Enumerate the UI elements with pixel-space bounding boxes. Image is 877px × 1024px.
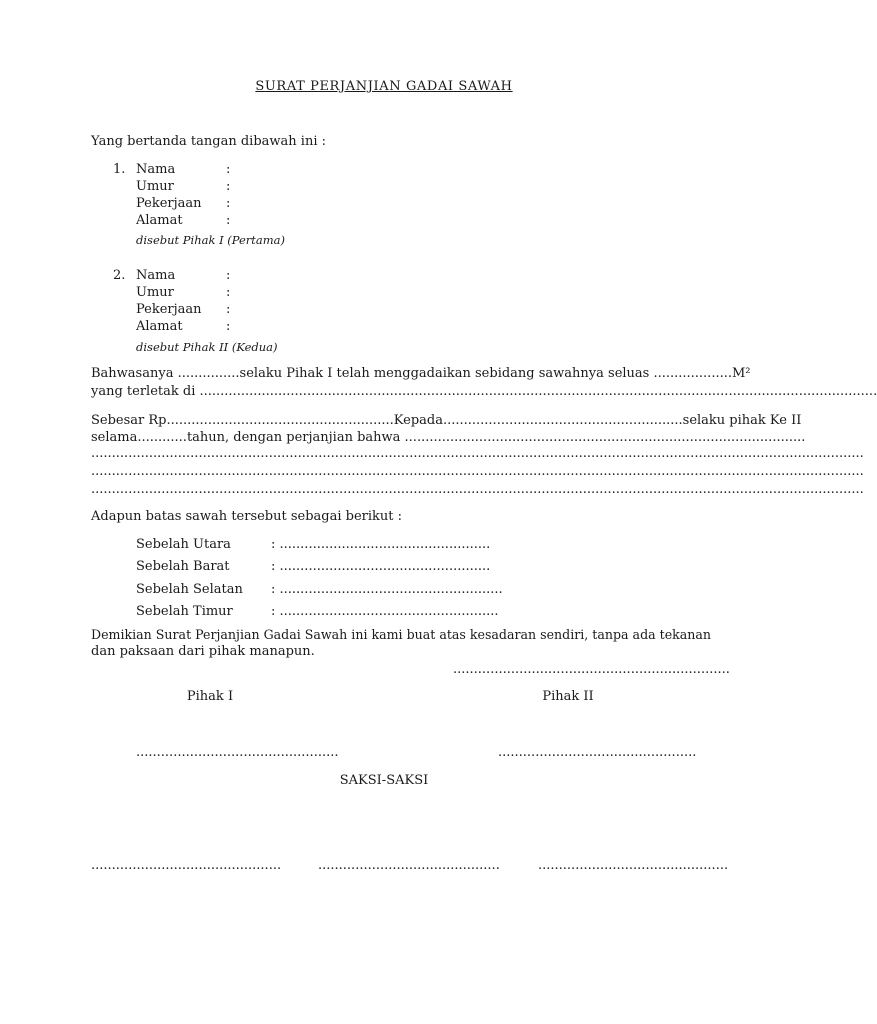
- paragraph-2-dots-3: ...........................................................................................................................................................................................: [91, 482, 864, 497]
- party-2-colon: :: [226, 285, 231, 300]
- pihak-1-label: Pihak I: [186, 689, 234, 704]
- party-1-colon: :: [226, 179, 231, 194]
- paragraph-1-line-1: Bahwasanya ...............selaku Pihak I telah menggadaikan sebidang sawahnya seluas ...................M²: [91, 366, 751, 381]
- party-2-field-age: Umur: [136, 285, 174, 300]
- document-title: SURAT PERJANJIAN GADAI SAWAH: [255, 79, 513, 94]
- party-1-number: 1.: [113, 162, 126, 177]
- border-label-north: Sebelah Utara: [136, 537, 231, 552]
- border-label-east: Sebelah Timur: [136, 604, 233, 619]
- pihak-2-label: Pihak II: [542, 689, 594, 704]
- intro-text: Yang bertanda tangan dibawah ini :: [91, 134, 326, 149]
- party-2-colon: :: [226, 268, 231, 283]
- party-2-number: 2.: [113, 268, 126, 283]
- border-label-west: Sebelah Barat: [136, 559, 230, 574]
- borders-intro: Adapun batas sawah tersebut sebagai berikut :: [91, 509, 403, 524]
- party-1-colon: :: [226, 213, 231, 228]
- party-1-field-job: Pekerjaan: [136, 196, 202, 211]
- closing-line-2: dan paksaan dari pihak manapun.: [91, 644, 315, 659]
- party-2-colon: :: [226, 302, 231, 317]
- paragraph-2-dots-1: ...........................................................................................................................................................................................: [91, 446, 864, 461]
- party-1-field-age: Umur: [136, 179, 174, 194]
- border-label-south: Sebelah Selatan: [136, 582, 243, 597]
- date-place-line: ...................................................................: [453, 662, 730, 677]
- party-1-note: disebut Pihak I (Pertama): [136, 233, 286, 247]
- paragraph-2-line-1: Sebesar Rp.......................................................Kepada..........................................................selaku pihak Ke II: [91, 413, 802, 428]
- paragraph-2-dots-2: ...........................................................................................................................................................................................: [91, 464, 864, 479]
- party-2-field-job: Pekerjaan: [136, 302, 202, 317]
- closing-line-1: Demikian Surat Perjanjian Gadai Sawah ini kami buat atas kesadaran sendiri, tanpa ada tekanan: [91, 627, 712, 642]
- witness-1-signature-line: ..............................................: [91, 858, 282, 873]
- party-2-colon: :: [226, 319, 231, 334]
- paragraph-2-line-2: selama............tahun, dengan perjanjian bahwa .................................................................................................: [91, 430, 806, 445]
- party-1-field-address: Alamat: [136, 213, 183, 228]
- witnesses-title: SAKSI-SAKSI: [339, 773, 429, 788]
- party-2-field-address: Alamat: [136, 319, 183, 334]
- pihak-2-signature-line: ................................................: [498, 745, 697, 760]
- party-1-colon: :: [226, 196, 231, 211]
- party-1-colon: :: [226, 162, 231, 177]
- party-1-field-name: Nama: [136, 162, 176, 177]
- border-value-west: : ...................................................: [271, 559, 491, 574]
- pihak-1-signature-line: .................................................: [136, 745, 339, 760]
- border-value-north: : ...................................................: [271, 537, 491, 552]
- border-value-south: : ......................................................: [271, 582, 503, 597]
- party-2-note: disebut Pihak II (Kedua): [136, 340, 278, 354]
- witness-2-signature-line: ............................................: [318, 858, 500, 873]
- paragraph-1-line-2: yang terletak di ....................................................................................................................................................................: [91, 384, 877, 399]
- party-2-field-name: Nama: [136, 268, 176, 283]
- border-value-east: : .....................................................: [271, 604, 499, 619]
- witness-3-signature-line: ..............................................: [538, 858, 729, 873]
